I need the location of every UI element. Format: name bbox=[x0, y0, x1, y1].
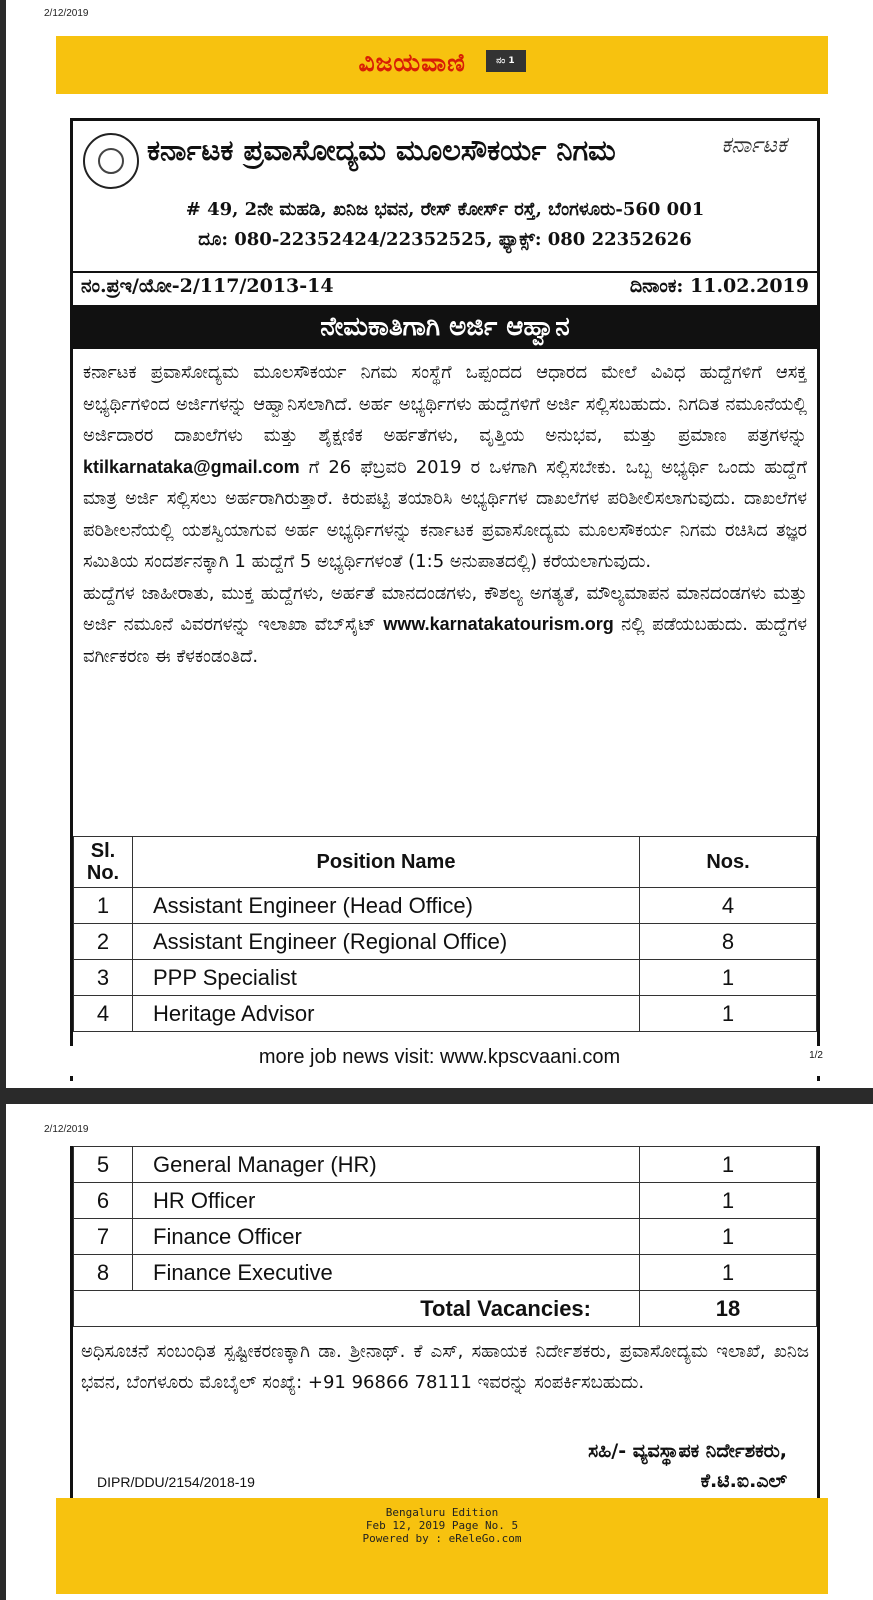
total-value: 18 bbox=[640, 1291, 817, 1327]
positions-table bbox=[73, 836, 817, 1032]
col-nos: Nos. bbox=[640, 837, 817, 888]
recruitment-advertisement bbox=[70, 118, 820, 1081]
page-number: 1/2 bbox=[809, 1050, 823, 1061]
organization-address: # 49, 2ನೇ ಮಹಡಿ, ಖನಿಜ ಭವನ, ರೇಸ್ ಕೋರ್ಸ್ ರಸ್ತೆ, ಬೆಂಗಳೂರು-560 001 bbox=[185, 199, 705, 220]
signatory-org: ಕೆ.ಟಿ.ಐ.ಎಲ್ bbox=[700, 1470, 787, 1492]
government-seal-icon bbox=[83, 133, 139, 189]
ad-body bbox=[83, 357, 807, 672]
signatory: ಸಹಿ/- ವ್ಯವಸ್ಥಾಪಕ ನಿರ್ದೇಶಕರು, bbox=[588, 1440, 787, 1462]
email-link[interactable]: ktilkarnataka@gmail.com bbox=[83, 456, 300, 477]
paragraph-2: ಹುದ್ದೆಗಳ ಜಾಹೀರಾತು, ಮುಕ್ತ ಹುದ್ದೆಗಳು, ಅರ್ಹತೆ ಮಾನದಂಡಗಳು, ಕೌಶಲ್ಯ ಅಗತ್ಯತೆ, ಮೌಲ್ಯಮಾಪನ ಮಾನದಂಡಗಳು ಮತ್ತು ಅರ್ಜಿ ನಮೂನೆ ವಿವರಗಳನ್ನು ಇಲಾಖಾ ವೆಬ್‌ಸೈಟ್ www.karnatakatourism.org ನಲ್ಲಿ ಪಡೆಯಬಹುದು. ಹುದ್ದೆಗಳ ವರ್ಗೀಕರಣ ಈ ಕೆಳಕಂಡಂತಿದೆ. bbox=[83, 582, 808, 667]
table-row: 5 General Manager (HR) 1 bbox=[74, 1147, 817, 1183]
total-row bbox=[74, 1291, 817, 1327]
newspaper-name: ವಿಜಯವಾಣಿ bbox=[358, 48, 466, 77]
edition-powered-by: Powered by : eReleGo.com bbox=[362, 1532, 522, 1545]
pdf-page-1 bbox=[6, 0, 873, 1088]
contact-paragraph: ಅಧಿಸೂಚನೆ ಸಂಬಂಧಿತ ಸ್ಪಷ್ಟೀಕರಣಕ್ಕಾಗಿ ಡಾ. ಶ್ರೀನಾಥ್. ಕೆ ಎಸ್, ಸಹಾಯಕ ನಿರ್ದೇಶಕರು, ಪ್ರವಾಸೋದ್ಯಮ ಇಲಾಖೆ, ಖನಿಜ ಭವನ, ಬೆಂಗಳೂರು ಮೊಬೈಲ್ ಸಂಖ್ಯೆ: +91 96866 78111 ಇವರನ್ನು ಸಂಪರ್ಕಿಸಬಹುದು. bbox=[81, 1341, 809, 1393]
table-row: 1 Assistant Engineer (Head Office) 4 bbox=[74, 888, 817, 924]
table-row: 7 Finance Officer 1 bbox=[74, 1219, 817, 1255]
notice-date: ದಿನಾಂಕ: 11.02.2019 bbox=[629, 275, 809, 297]
paragraph-1: ಕರ್ನಾಟಕ ಪ್ರವಾಸೋದ್ಯಮ ಮೂಲಸೌಕರ್ಯ ನಿಗಮ ಸಂಸ್ಥೆಗೆ ಒಪ್ಪಂದದ ಆಧಾರದ ಮೇಲೆ ವಿವಿಧ ಹುದ್ದೆಗಳಿಗೆ ಆಸಕ್ತ ಅಭ್ಯರ್ಥಿಗಳಿಂದ ಅರ್ಜಿಗಳನ್ನು ಆಹ್ವಾನಿಸಲಾಗಿದೆ. ಅರ್ಹ ಅಭ್ಯರ್ಥಿಗಳು ಹುದ್ದೆಗಳಿಗೆ ಅರ್ಜಿ ಸಲ್ಲಿಸಬಹುದು. ನಿಗದಿತ ನಮೂನೆಯಲ್ಲಿ ಅರ್ಜಿದಾರರ ದಾಖಲೆಗಳು ಮತ್ತು ಶೈಕ್ಷಣಿಕ ಅರ್ಹತೆಗಳು, ವೃತ್ತಿಯ ಅನುಭವ, ಮತ್ತು ಪ್ರಮಾಣ ಪತ್ರಗಳನ್ನು ktilkarnataka@gmail.com ಗೆ 26 ಫೆಬ್ರವರಿ 2019 ರ ಒಳಗಾಗಿ ಸಲ್ಲಿಸಬೇಕು. ಒಬ್ಬ ಅಭ್ಯರ್ಥಿ ಒಂದು ಹುದ್ದೆಗೆ ಮಾತ್ರ ಅರ್ಜಿ ಸಲ್ಲಿಸಲು ಅರ್ಹರಾಗಿರುತ್ತಾರೆ. ಕಿರುಪಟ್ಟಿ ತಯಾರಿಸಿ ಅಭ್ಯರ್ಥಿಗಳ ದಾಖಲೆಗಳ ಪರಿಶೀಲಿಸಲಾಗುವುದು. ದಾಖಲೆಗಳ ಪರಿಶೀಲನೆಯಲ್ಲಿ ಯಶಸ್ವಿಯಾಗುವ ಅರ್ಹ ಅಭ್ಯರ್ಥಿಗಳನ್ನು ಕರ್ನಾಟಕ ಪ್ರವಾಸೋದ್ಯಮ ಮೂಲಸೌಕರ್ಯ ನಿಗಮ ರಚಿಸಿದ ತಜ್ಞರ ಸಮಿತಿಯ ಸಂದರ್ಶನಕ್ಕಾಗಿ 1 ಹುದ್ದೆಗೆ 5 ಅಭ್ಯರ್ಥಿಗಳಂತೆ (1:5 ಅನುಪಾತದಲ್ಲಿ) ಕರೆಯಲಾಗುವುದು. bbox=[83, 362, 807, 572]
table-row: 2 Assistant Engineer (Regional Office) 8 bbox=[74, 924, 817, 960]
newspaper-banner bbox=[56, 36, 828, 94]
edition-date-page: Feb 12, 2019 Page No. 5 bbox=[365, 1519, 519, 1532]
organization-phone: ದೂ: 080-22352424/22352525, ಫ್ಯಾಕ್ಸ್: 080 22352626 bbox=[198, 229, 692, 250]
table-row: 6 HR Officer 1 bbox=[74, 1183, 817, 1219]
col-sl-no: Sl. No. bbox=[74, 837, 133, 888]
ad-title: ನೇಮಕಾತಿಗಾಗಿ ಅರ್ಜಿ ಆಹ್ವಾನ bbox=[73, 305, 817, 349]
print-date: 2/12/2019 bbox=[44, 1124, 89, 1135]
reference-number: ನಂ.ಪ್ರಇ/ಯೋ-2/117/2013-14 bbox=[81, 275, 334, 297]
total-label: Total Vacancies: bbox=[74, 1291, 640, 1327]
signature-block bbox=[588, 1436, 787, 1496]
reference-row bbox=[73, 273, 817, 303]
karnataka-tourism-logo: ಕರ್ನಾಟಕ bbox=[721, 133, 787, 158]
footer-promo[interactable]: more job news visit: www.kpscvaani.com bbox=[6, 1046, 873, 1076]
table-row: 8 Finance Executive 1 bbox=[74, 1255, 817, 1291]
table-row: 4 Heritage Advisor 1 bbox=[74, 996, 817, 1032]
edition-name: Bengaluru Edition bbox=[385, 1506, 499, 1519]
pdf-page-2 bbox=[6, 1104, 873, 1600]
organization-name: ಕರ್ನಾಟಕ ಪ್ರವಾಸೋದ್ಯಮ ಮೂಲಸೌಕರ್ಯ ನಿಗಮ bbox=[147, 133, 616, 167]
positions-table-continued bbox=[73, 1146, 817, 1327]
print-date: 2/12/2019 bbox=[44, 8, 89, 19]
table-header-row bbox=[74, 837, 817, 888]
edition-banner bbox=[56, 1498, 828, 1594]
dipr-code: DIPR/DDU/2154/2018-19 bbox=[97, 1474, 255, 1490]
ad-header bbox=[73, 121, 817, 273]
website-link[interactable]: www.karnatakatourism.org bbox=[383, 614, 614, 634]
col-position-name: Position Name bbox=[133, 837, 640, 888]
brand-badge: ನಂ 1 bbox=[486, 50, 526, 72]
edition-info bbox=[56, 1506, 828, 1545]
newspaper-logo bbox=[56, 48, 828, 78]
table-row: 3 PPP Specialist 1 bbox=[74, 960, 817, 996]
